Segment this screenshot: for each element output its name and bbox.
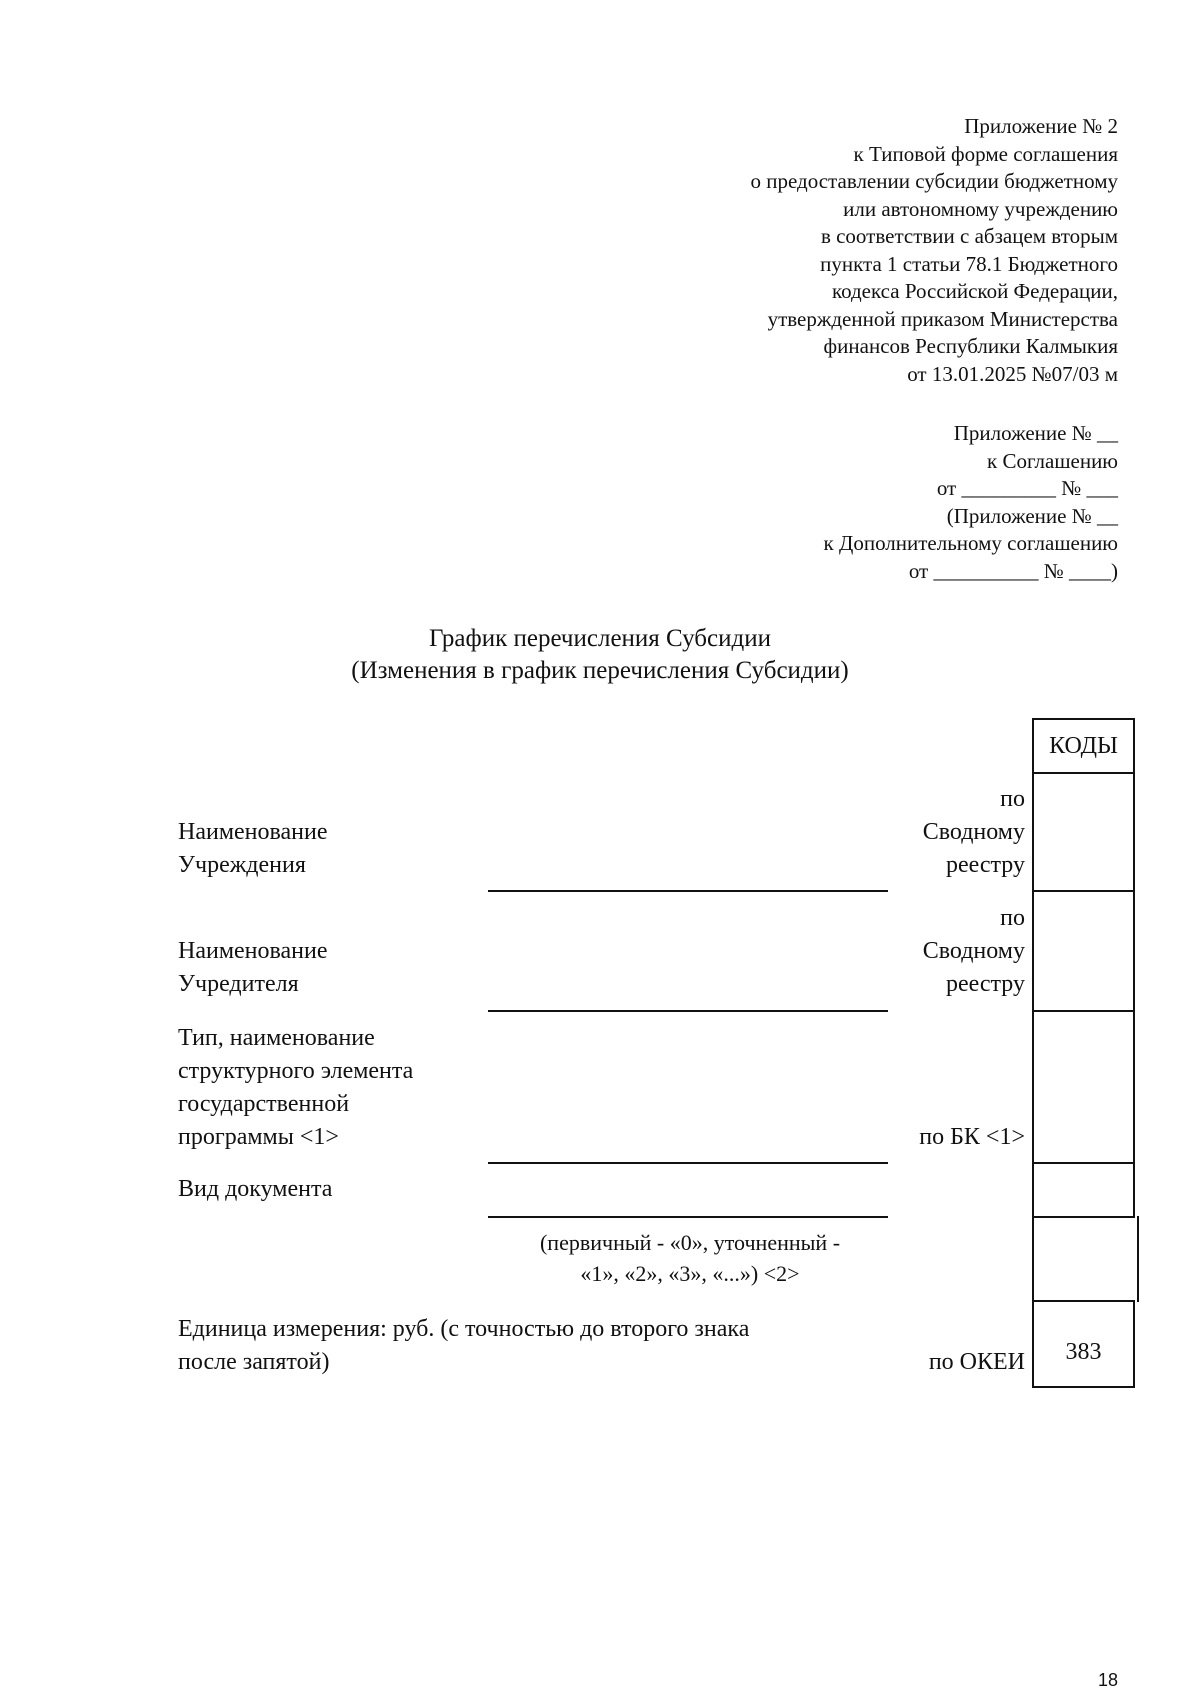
header-line: к Типовой форме соглашения <box>853 141 1118 166</box>
codes-header: КОДЫ <box>1049 733 1118 759</box>
title-line-1: График перечисления Субсидии <box>429 625 771 652</box>
institution-registry-label <box>875 783 1025 882</box>
codes-header-cell <box>1032 718 1135 774</box>
doc-type-label <box>178 1173 332 1206</box>
appendix-line: от __________ № ____) <box>908 558 1118 583</box>
okei-code: 383 <box>1065 1339 1102 1365</box>
code-cell-institution[interactable] <box>1032 772 1135 892</box>
label-line: программы <1> <box>178 1124 339 1150</box>
label-line: Сводному <box>922 819 1025 845</box>
unit-label <box>178 1313 749 1379</box>
header-line: финансов Республики Калмыкия <box>823 334 1118 358</box>
label-line: реестру <box>945 971 1025 997</box>
label-line: Тип, наименование <box>178 1025 375 1051</box>
label-line: реестру <box>945 852 1025 878</box>
header-line: о предоставлении субсидии бюджетному <box>750 169 1118 193</box>
title-line-2: (Изменения в график перечисления Субсидии) <box>351 657 849 684</box>
label-line: Учредителя <box>178 971 299 997</box>
okei-label <box>875 1346 1025 1379</box>
label-line: Вид документа <box>178 1176 333 1202</box>
appendix-line: Приложение № __ <box>953 421 1118 445</box>
code-cell-bk[interactable] <box>1032 1010 1135 1164</box>
header-line: кодекса Российской Федерации, <box>831 279 1118 303</box>
institution-label <box>178 816 328 882</box>
code-cell-founder[interactable] <box>1032 890 1135 1012</box>
label-line: после запятой) <box>178 1349 330 1375</box>
header-line: или автономному учреждению <box>843 196 1118 221</box>
label-line: структурного элемента <box>178 1058 414 1084</box>
header-line: от 13.01.2025 №07/03 м <box>907 361 1118 386</box>
label-line: по БК <1> <box>919 1124 1025 1150</box>
approval-header <box>558 113 1118 388</box>
appendix-block <box>598 420 1118 585</box>
founder-label <box>178 935 328 1001</box>
page-number: 18 <box>1098 1670 1119 1690</box>
label-line: государственной <box>178 1091 350 1117</box>
note-line: (первичный - «0», уточненный - <box>539 1230 841 1255</box>
header-line: пункта 1 статьи 78.1 Бюджетного <box>820 251 1118 276</box>
label-line: по ОКЕИ <box>928 1349 1025 1375</box>
founder-registry-label <box>875 902 1025 1001</box>
document-title <box>0 623 1200 687</box>
note-line: «1», «2», «3», «...») <2> <box>580 1261 800 1286</box>
label-line: Сводному <box>922 938 1025 964</box>
code-cell-okei[interactable] <box>1032 1300 1135 1388</box>
header-line: Приложение № 2 <box>964 114 1118 138</box>
appendix-line: к Дополнительному соглашению <box>823 531 1118 555</box>
label-line: Наименование <box>178 819 328 845</box>
label-line: по <box>1000 786 1025 812</box>
appendix-line: от _________ № ___ <box>936 476 1118 500</box>
program-name-field[interactable] <box>488 1162 888 1164</box>
code-column-blank <box>1032 1216 1139 1302</box>
label-line: Единица измерения: руб. (с точностью до второго знака <box>178 1316 750 1342</box>
appendix-line: (Приложение № __ <box>946 503 1118 528</box>
label-line: по <box>1000 905 1025 931</box>
doc-type-note <box>490 1227 890 1289</box>
header-line: в соответствии с абзацем вторым <box>820 224 1118 248</box>
appendix-line: к Соглашению <box>987 448 1118 473</box>
code-cell-doc-type[interactable] <box>1032 1162 1135 1218</box>
founder-name-field[interactable] <box>488 1010 888 1012</box>
bk-label <box>875 1121 1025 1154</box>
institution-name-field[interactable] <box>488 890 888 892</box>
program-label <box>178 1022 413 1154</box>
label-line: Учреждения <box>178 852 306 878</box>
header-line: утвержденной приказом Министерства <box>767 306 1118 331</box>
doc-type-field[interactable] <box>488 1216 888 1218</box>
label-line: Наименование <box>178 938 328 964</box>
